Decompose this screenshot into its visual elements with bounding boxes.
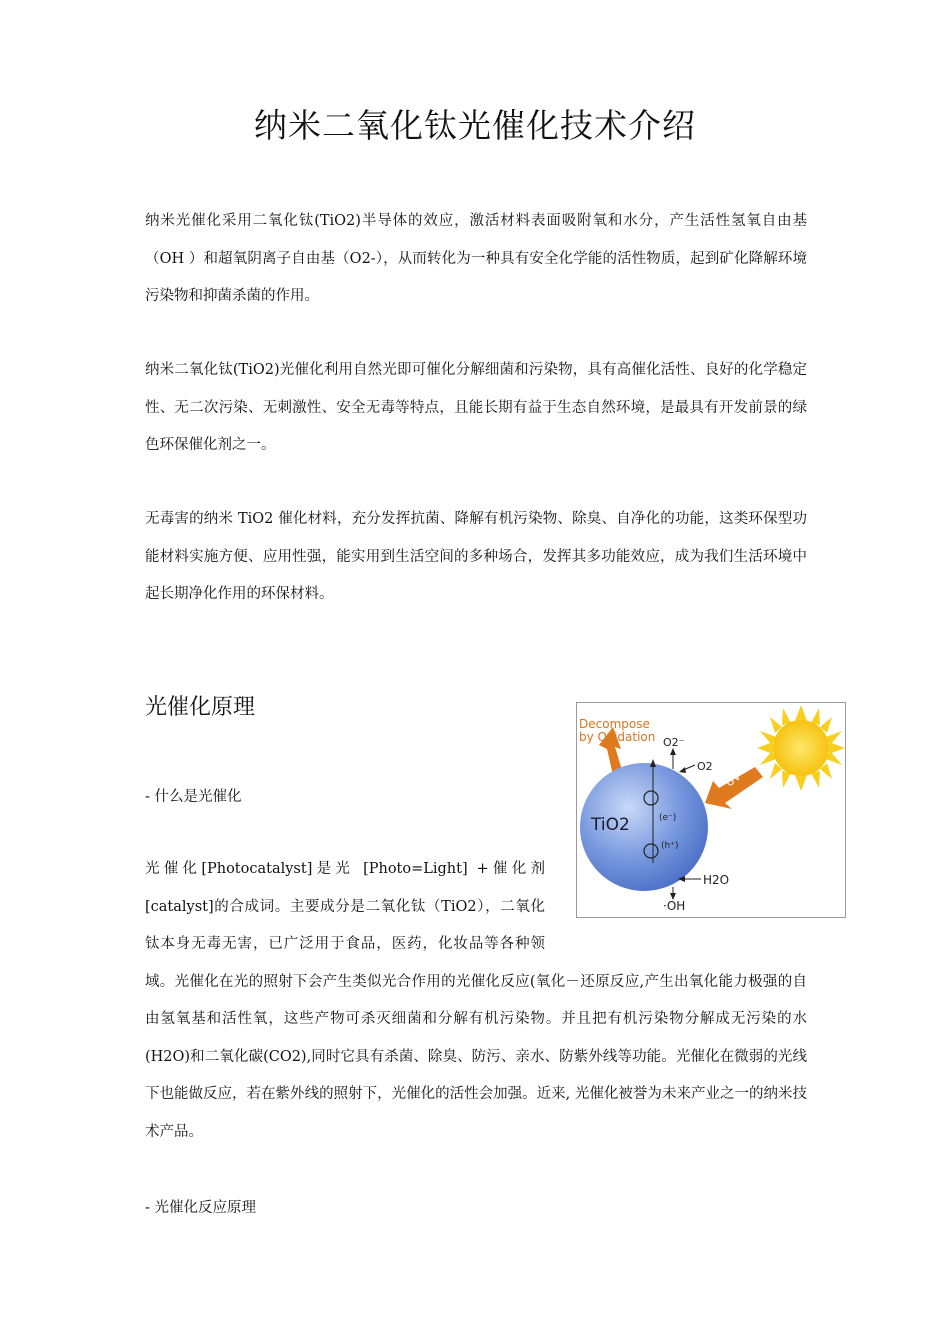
diagram-svg (577, 703, 845, 917)
intro-paragraph-1: 纳米光催化采用二氧化钛(TiO2)半导体的效应，激活材料表面吸附氧和水分，产生活性氢氧自由基（OH ）和超氧阴离子自由基（O2-），从而转化为一种具有安全化学能的活性物质，起到矿化降解环境污染物和抑菌杀菌的作用。 (145, 213, 807, 304)
intro-paragraph-3: 无毒害的纳米 TiO2 催化材料，充分发挥抗菌、降解有机污染物、除臭、自净化的功能，这类环保型功能材料实施方便、应用性强，能实用到生活空间的多种场合，发挥其多功能效应，成为我们生活环境中起长期净化作用的环保材料。 (145, 511, 807, 602)
h2o-label: H2O (703, 873, 730, 887)
subheading-what-is-photocatalysis: - 什么是光催化 (145, 789, 242, 805)
hole-label: (h⁺) (661, 841, 679, 851)
uv-label: UV (723, 769, 744, 790)
photocatalysis-paragraph-text: 光催化[Photocatalyst]是光 [Photo=Light] +催化剂[catalyst]的合成词。主要成分是二氧化钛（TiO2），二氧化钛本身无毒无害，已广泛用于食品，医药，化妆品等各种领域。光催化在光的照射下会产生类似光合作用的光催化反应(氧化－还原反应,产生出氧化能力极强的自由氢氧基和活性氧，这些产物可杀灭细菌和分解有机污染物。并且把有机污染物分解成无污染的水(H2O)和二氧化碳(CO2),同时它具有杀菌、除臭、防污、亲水、防紫外线等功能。光催化在微弱的光线下也能做反应，若在紫外线的照射下，光催化的活性会加强。近来, 光催化被誉为未来产业之一的纳米技术产品。 (145, 861, 807, 1140)
electron-label: (e⁻) (659, 813, 677, 823)
tio2-label: TiO2 (591, 815, 630, 835)
o2-label: O2 (697, 760, 713, 773)
subheading-reaction-principle: - 光催化反应原理 (145, 1200, 257, 1216)
decompose-label-line2: by Oxidation (579, 730, 656, 744)
intro-paragraph-2: 纳米二氧化钛(TiO2)光催化利用自然光即可催化分解细菌和污染物，具有高催化活性、良好的化学稳定性、无二次污染、无刺激性、安全无毒等特点，且能长期有益于生态自然环境，是最具有开发前景的绿色环保催化剂之一。 (145, 362, 807, 453)
oh-label: ·OH (663, 899, 686, 913)
document-title: 纳米二氧化钛光催化技术介绍 (254, 106, 696, 145)
sun-icon (757, 705, 845, 791)
o2-minus-label: O2⁻ (663, 736, 685, 749)
decompose-label-line1: Decompose (579, 717, 650, 731)
photocatalysis-diagram (576, 702, 846, 918)
section-title: 光催化原理 (145, 695, 256, 720)
